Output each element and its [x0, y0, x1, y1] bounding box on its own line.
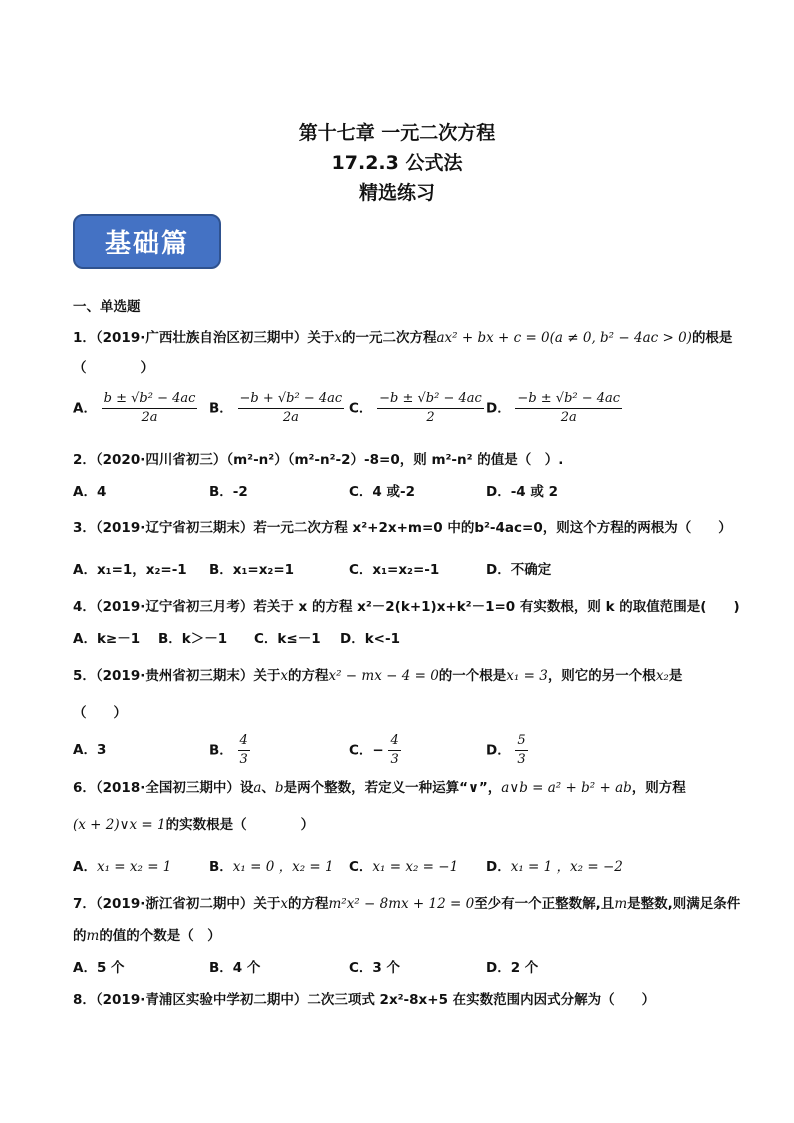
q4-option-a[interactable]: A．k≥－1	[73, 631, 141, 647]
question-1: 1．（2019·广西壮族自治区初三期中）关于x的一元二次方程ax² + bx + c = 0(a ≠ 0, b² − 4ac > 0)的根是	[73, 330, 733, 346]
q3-option-a[interactable]: A．x₁=1，x₂=-1	[73, 562, 187, 578]
q3-option-c[interactable]: C．x₁=x₂=-1	[349, 562, 440, 578]
q5-option-d[interactable]: D． $\frac{5}{3}$	[486, 733, 526, 767]
question-7: 7．（2019·浙江省初二期中）关于x的方程m²x² − 8mx + 12 = 0至少有一个正整数解,且m是整数,则满足条件	[73, 896, 741, 912]
question-7-line2: 的m的值的个数是（ ）	[73, 928, 221, 944]
question-5-paren: （ ）	[73, 705, 127, 721]
question-1-paren: （ ）	[73, 360, 154, 376]
q5-option-a[interactable]: A．3	[73, 742, 107, 758]
level-badge: 基础篇	[73, 214, 221, 269]
question-4: 4．（2019·辽宁省初三月考）若关于 x 的方程 x²－2(k+1)x+k²－1=0 有实数根，则 k 的取值范围是( )	[73, 599, 740, 615]
q7-option-d[interactable]: D．2 个	[486, 960, 539, 976]
q1-option-b[interactable]: B． $\frac{\text{−b + √b² − 4ac}}{2a}$	[209, 391, 343, 425]
q2-option-b[interactable]: B．-2	[209, 484, 248, 500]
section-title: 17.2.3 公式法	[331, 152, 463, 174]
question-8: 8．（2019·青浦区实验中学初二期中）二次三项式 2x²-8x+5 在实数范围内因式分解为（ ）	[73, 992, 656, 1008]
q7-option-a[interactable]: A．5 个	[73, 960, 125, 976]
question-6-line2: (x + 2)∨x = 1的实数根是（ ）	[73, 817, 315, 833]
q5-option-b[interactable]: B． $\frac{4}{3}$	[209, 733, 248, 767]
q6-option-d[interactable]: D．x₁ = 1 ，x₂ = −2	[486, 859, 623, 875]
q1-option-a[interactable]: A． $\frac{\text{b ± √b² − 4ac}}{2a}$	[73, 391, 196, 425]
section-heading: 一、单选题	[73, 299, 141, 315]
q2-option-c[interactable]: C．4 或-2	[349, 484, 415, 500]
question-2: 2．（2020·四川省初三）（m²-n²）（m²-n²-2）-8=0，则 m²-n² 的值是（ ）.	[73, 452, 564, 468]
q2-option-d[interactable]: D．-4 或 2	[486, 484, 558, 500]
q1-option-c[interactable]: C． $\frac{\text{−b ± √b² − 4ac}}{2}$	[349, 391, 482, 425]
q4-option-d[interactable]: D．k<-1	[340, 631, 400, 647]
q4-option-b[interactable]: B．k＞－1	[158, 631, 228, 647]
q7-option-c[interactable]: C．3 个	[349, 960, 401, 976]
question-5: 5．（2019·贵州省初三期末）关于x的方程x² − mx − 4 = 0的一个根是x₁ = 3，则它的另一个根x₂是	[73, 668, 683, 684]
q1-option-d[interactable]: D． $\frac{\text{−b ± √b² − 4ac}}{2a}$	[486, 391, 621, 425]
q2-option-a[interactable]: A．4	[73, 484, 107, 500]
chapter-title: 第十七章 一元二次方程	[298, 122, 496, 144]
q5-option-c[interactable]: C．− $\frac{4}{3}$	[349, 733, 399, 767]
page-subtitle: 精选练习	[358, 182, 435, 204]
q6-option-b[interactable]: B．x₁ = 0 ，x₂ = 1	[209, 859, 334, 875]
question-3: 3．（2019·辽宁省初三期末）若一元二次方程 x²+2x+m=0 中的b²-4ac=0，则这个方程的两根为（ ）	[73, 520, 732, 536]
q6-option-a[interactable]: A．x₁ = x₂ = 1	[73, 859, 172, 875]
page-header	[0, 118, 794, 208]
question-6: 6．（2018·全国初三期中）设a、b是两个整数，若定义一种运算“∨”，a∨b = a² + b² + ab，则方程	[73, 780, 686, 796]
q3-option-d[interactable]: D．不确定	[486, 562, 552, 578]
q6-option-c[interactable]: C．x₁ = x₂ = −1	[349, 859, 459, 875]
q3-option-b[interactable]: B．x₁=x₂=1	[209, 562, 295, 578]
q4-option-c[interactable]: C．k≤－1	[254, 631, 321, 647]
q7-option-b[interactable]: B．4 个	[209, 960, 261, 976]
